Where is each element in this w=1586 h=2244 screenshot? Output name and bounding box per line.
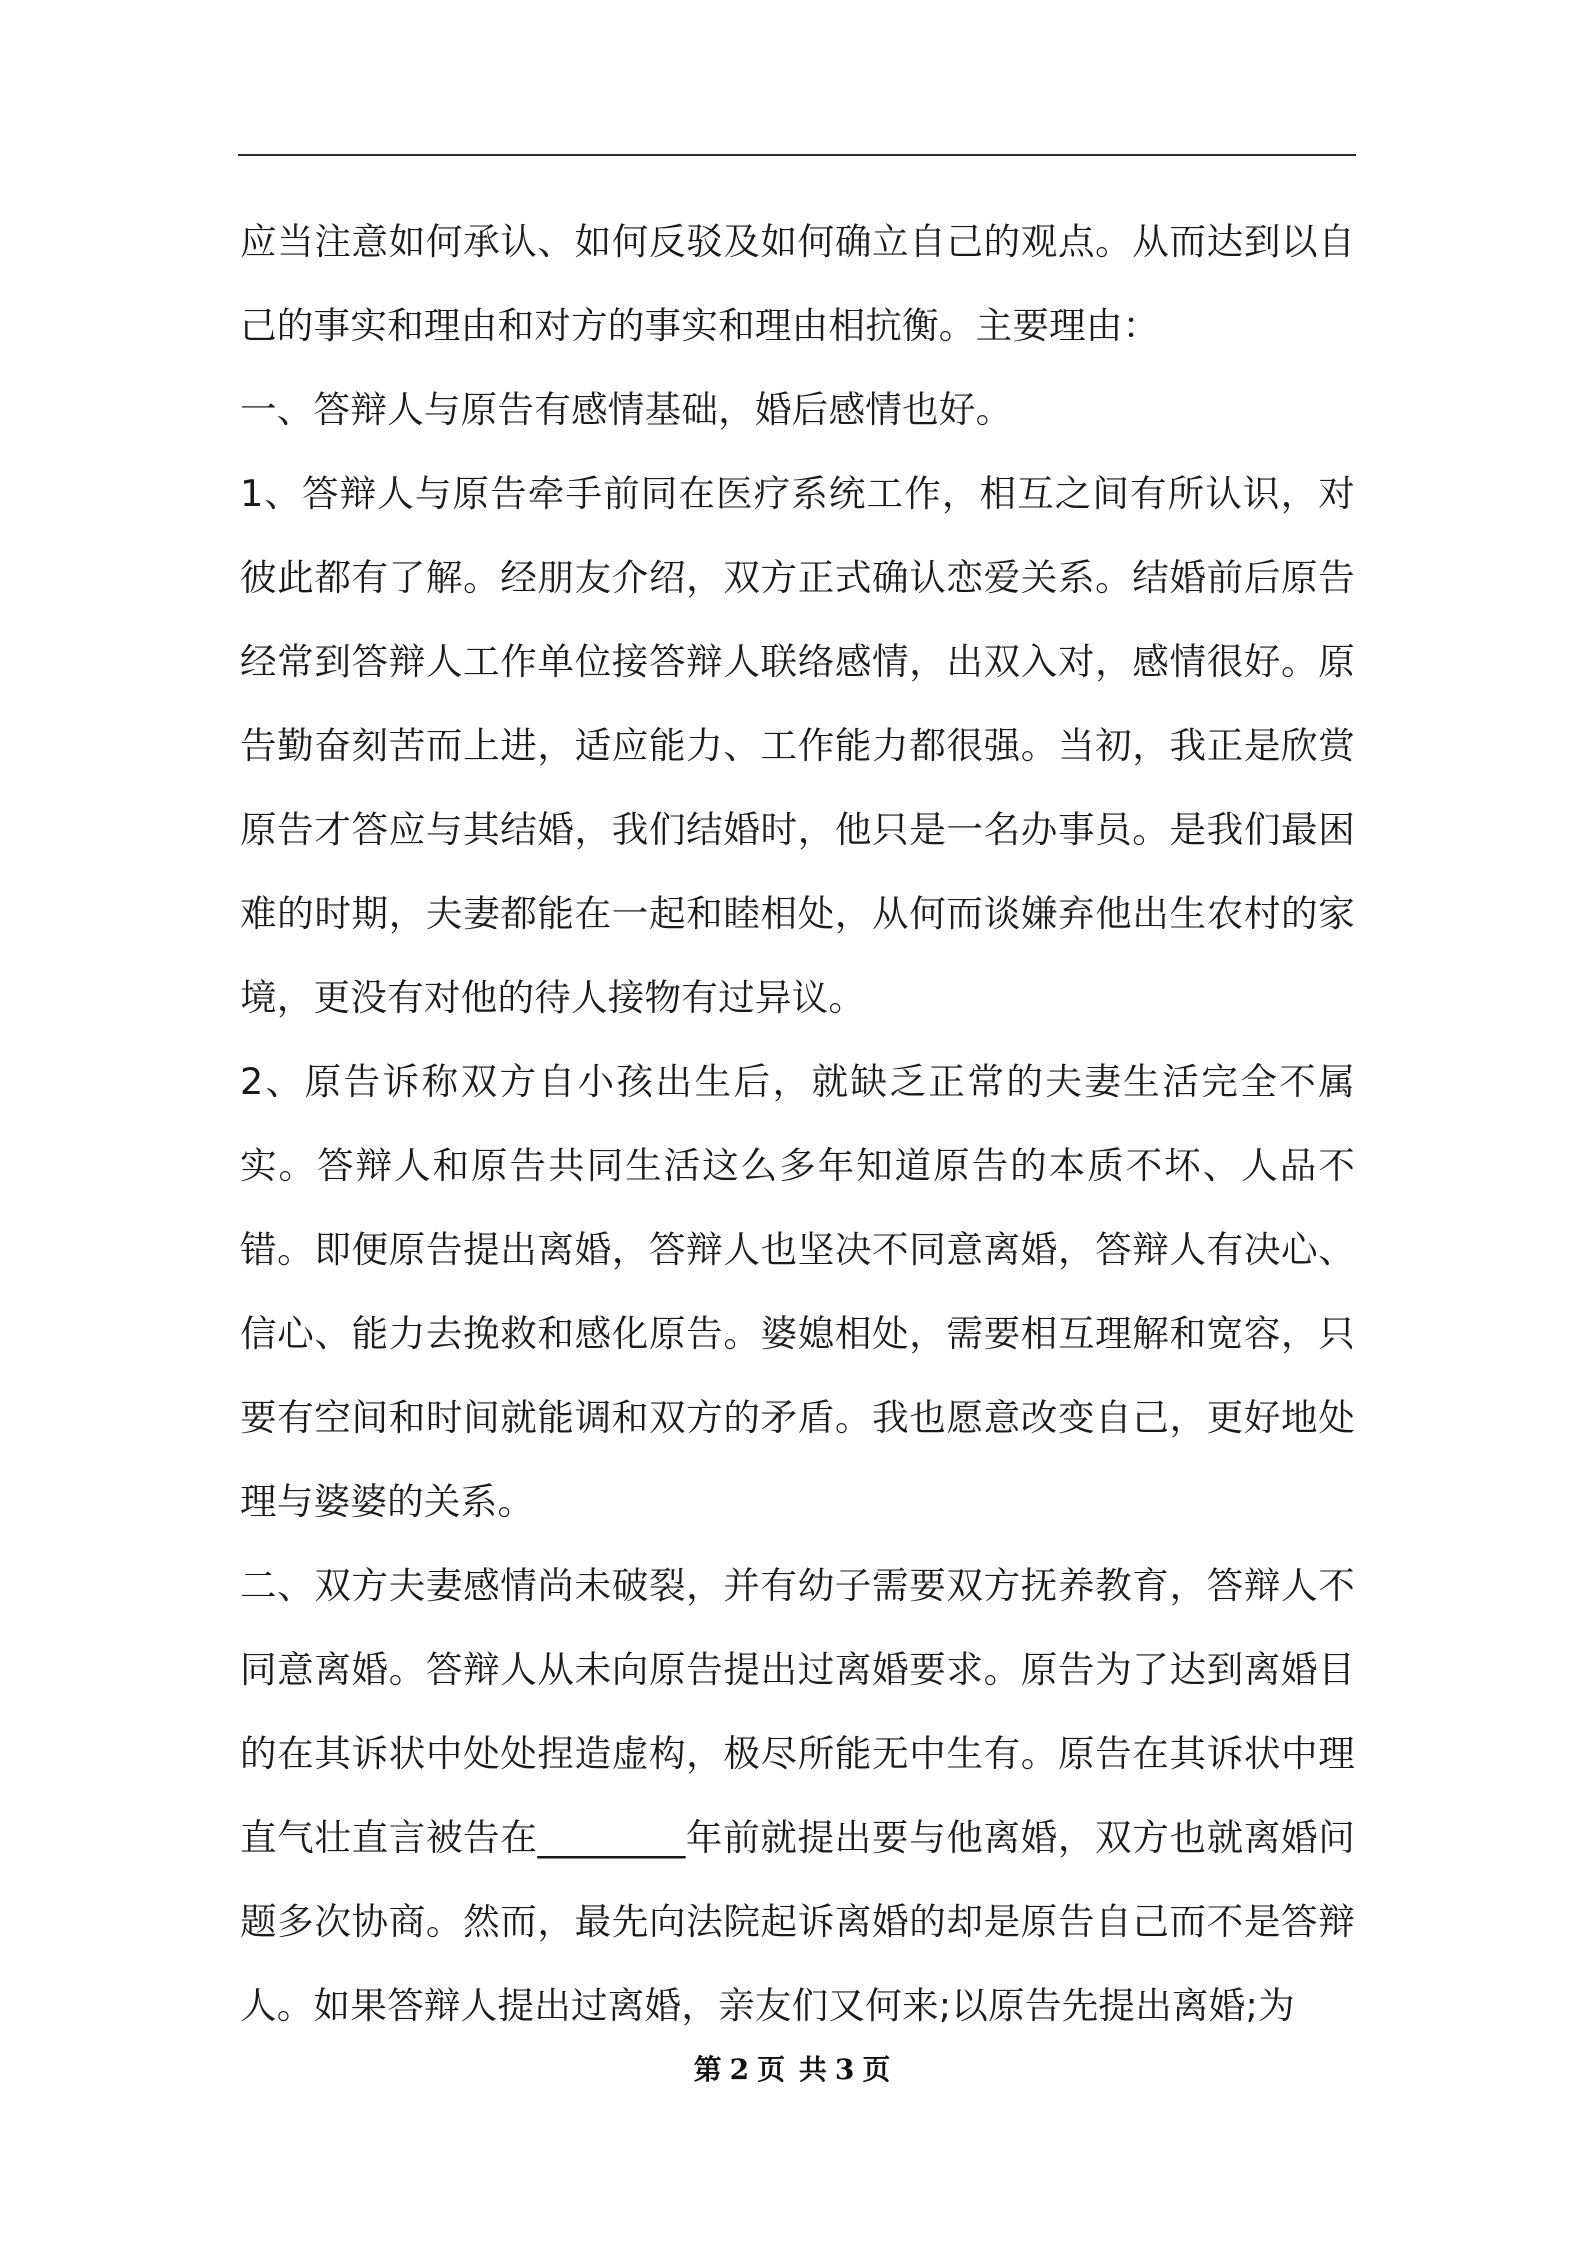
page-footer xyxy=(0,2048,1586,2088)
paragraph-section-2: 二、双方夫妻感情尚未破裂，并有幼子需要双方抚养教育，答辩人不同意离婚。答辩人从未向原告提出过离婚要求。原告为了达到离婚目的在其诉状中处处捏造虚构，极尽所能无中生有。原告在其诉状中理直气壮直言被告在________年前就提出要与他离婚，双方也就离婚问题多次协商。然而，最先向法院起诉离婚的却是原告自己而不是答辩人。如果答辩人提出过离婚，亲友们又何来;以原告先提出离婚;为 xyxy=(240,1564,1355,2027)
footer-suffix: 页 xyxy=(862,2053,893,2086)
header-rule xyxy=(238,154,1356,156)
paragraph-point-1: 1、答辩人与原告牵手前同在医疗系统工作，相互之间有所认识，对彼此都有了解。经朋友介绍，双方正式确认恋爱关系。结婚前后原告经常到答辩人工作单位接答辩人联络感情，出双入对，感情很好。原告勤奋刻苦而上进，适应能力、工作能力都很强。当初，我正是欣赏原告才答应与其结婚，我们结婚时，他只是一名办事员。是我们最困难的时期，夫妻都能在一起和睦相处，从何而谈嫌弃他出生农村的家境，更没有对他的待人接物有过异议。 xyxy=(240,472,1355,1019)
footer-total-pages: 3 xyxy=(834,2053,857,2086)
footer-prefix: 第 xyxy=(693,2053,724,2086)
document-body xyxy=(240,200,1355,2048)
footer-current-page: 2 xyxy=(729,2053,752,2086)
paragraph-section-1-heading: 一、答辩人与原告有感情基础，婚后感情也好。 xyxy=(240,388,1013,431)
footer-middle: 页 共 xyxy=(757,2053,829,2086)
paragraph-point-2: 2、原告诉称双方自小孩出生后，就缺乏正常的夫妻生活完全不属实。答辩人和原告共同生活这么多年知道原告的本质不坏、人品不错。即便原告提出离婚，答辩人也坚决不同意离婚，答辩人有决心、信心、能力去挽救和感化原告。婆媳相处，需要相互理解和宽容，只要有空间和时间就能调和双方的矛盾。我也愿意改变自己，更好地处理与婆婆的关系。 xyxy=(240,1060,1355,1523)
paragraph-intro: 应当注意如何承认、如何反驳及如何确立自己的观点。从而达到以自己的事实和理由和对方的事实和理由相抗衡。主要理由： xyxy=(240,220,1355,347)
